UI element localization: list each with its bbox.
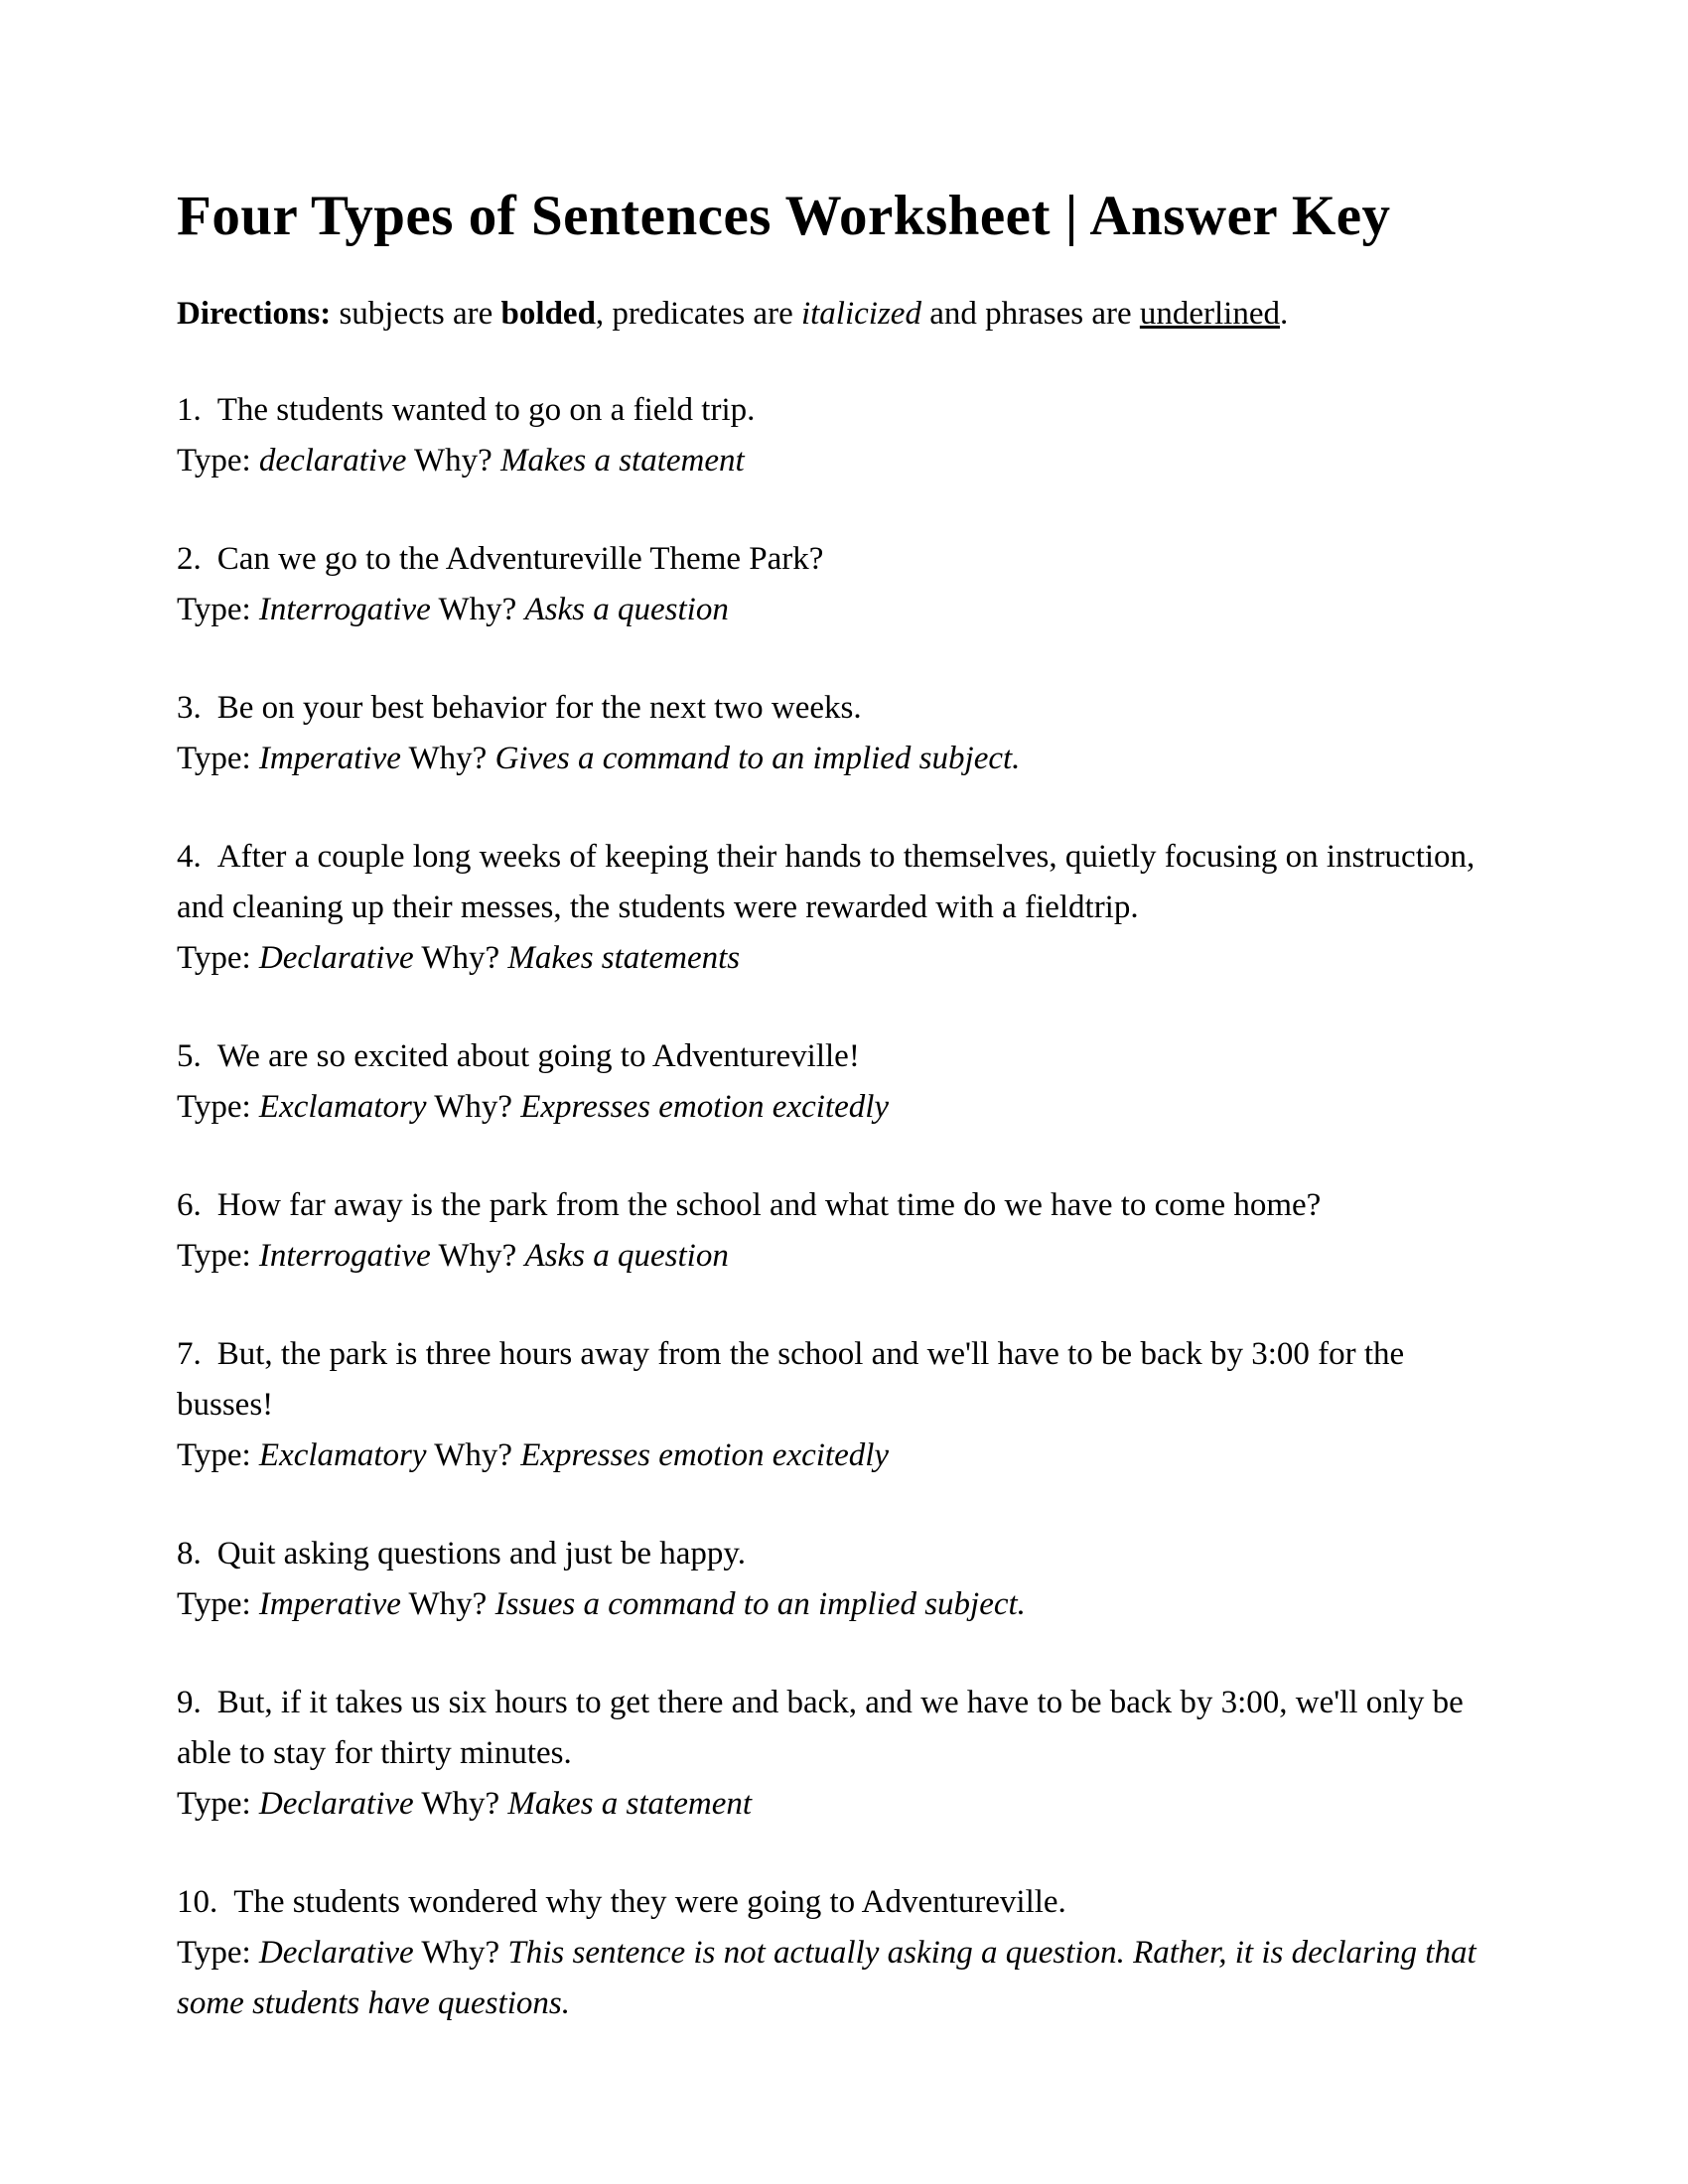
worksheet-item-10 (177, 1877, 1477, 2029)
directions-underlined-word: underlined (1139, 295, 1280, 332)
type-label: Type: (177, 1785, 251, 1822)
worksheet-item-7 (177, 1329, 1477, 1481)
item-type-line (177, 436, 1477, 486)
worksheet-item-2 (177, 534, 1477, 635)
item-sentence-text: Be on your best behavior for the next two weeks. (216, 689, 862, 726)
item-sentence-text: How far away is the park from the school and what time do we have to come home? (216, 1186, 1322, 1223)
why-label: Why? (408, 740, 488, 776)
item-type-line (177, 1082, 1477, 1133)
reason-text: Expresses emotion excitedly (520, 1436, 890, 1473)
type-value: Imperative (258, 1585, 401, 1622)
type-label: Type: (177, 591, 251, 627)
item-sentence (177, 683, 1477, 734)
worksheet-content (177, 184, 1477, 2077)
item-number: 9. (177, 1684, 202, 1720)
worksheet-item-6 (177, 1180, 1477, 1282)
reason-text: Expresses emotion excitedly (520, 1088, 890, 1125)
reason-text: Gives a command to an implied subject. (494, 740, 1021, 776)
item-sentence (177, 534, 1477, 585)
item-sentence (177, 1180, 1477, 1231)
directions-bolded-word: bolded (500, 295, 596, 332)
directions-period: . (1279, 295, 1289, 332)
type-value: Exclamatory (258, 1436, 427, 1473)
type-label: Type: (177, 442, 251, 478)
item-number: 3. (177, 689, 202, 726)
directions-seg3: and phrases are (920, 295, 1140, 332)
reason-text: Asks a question (524, 591, 729, 627)
item-sentence-text: But, if it takes us six hours to get there and back, and we have to be back by 3:00, we'll only be able to stay for thirty minutes. (177, 1684, 1464, 1771)
type-value: Exclamatory (258, 1088, 427, 1125)
type-label: Type: (177, 1436, 251, 1473)
reason-text: Issues a command to an implied subject. (494, 1585, 1026, 1622)
type-label: Type: (177, 1934, 251, 1971)
item-type-line (177, 1579, 1477, 1630)
why-label: Why? (438, 591, 517, 627)
item-sentence (177, 1529, 1477, 1579)
reason-text: Makes statements (507, 939, 741, 976)
item-sentence-text: After a couple long weeks of keeping their hands to themselves, quietly focusing on instruction, and cleaning up their messes, the students were rewarded with a fieldtrip. (177, 838, 1476, 925)
item-type-line (177, 933, 1477, 984)
type-value: declarative (258, 442, 407, 478)
why-label: Why? (408, 1585, 488, 1622)
item-number: 8. (177, 1535, 202, 1571)
item-type-line (177, 1779, 1477, 1830)
item-type-line (177, 1431, 1477, 1481)
why-label: Why? (438, 1237, 517, 1274)
worksheet-item-1 (177, 385, 1477, 486)
item-number: 6. (177, 1186, 202, 1223)
item-number: 2. (177, 540, 202, 577)
why-label: Why? (421, 1934, 500, 1971)
item-sentence (177, 1031, 1477, 1082)
type-value: Declarative (258, 939, 414, 976)
item-type-line (177, 585, 1477, 635)
item-number: 5. (177, 1037, 202, 1074)
item-sentence (177, 1877, 1477, 1928)
worksheet-item-3 (177, 683, 1477, 784)
directions-line (177, 289, 1477, 340)
item-sentence-text: But, the park is three hours away from the school and we'll have to be back by 3:00 for the busses! (177, 1335, 1405, 1423)
reason-text: Makes a statement (507, 1785, 753, 1822)
type-value: Declarative (258, 1785, 414, 1822)
item-sentence (177, 385, 1477, 436)
item-sentence (177, 1678, 1477, 1779)
item-sentence-text: We are so excited about going to Adventureville! (216, 1037, 860, 1074)
type-label: Type: (177, 740, 251, 776)
item-sentence-text: Quit asking questions and just be happy. (216, 1535, 746, 1571)
type-value: Imperative (258, 740, 401, 776)
why-label: Why? (421, 939, 500, 976)
item-sentence (177, 832, 1477, 933)
why-label: Why? (434, 1436, 512, 1473)
directions-label: Directions: (177, 295, 332, 332)
reason-text: Asks a question (524, 1237, 729, 1274)
item-type-line (177, 1231, 1477, 1282)
item-sentence-text: The students wanted to go on a field trip. (216, 391, 756, 428)
type-label: Type: (177, 1237, 251, 1274)
type-value: Declarative (258, 1934, 414, 1971)
why-label: Why? (421, 1785, 500, 1822)
type-label: Type: (177, 1585, 251, 1622)
page-title: Four Types of Sentences Worksheet | Answer Key (177, 185, 1391, 247)
why-label: Why? (414, 442, 492, 478)
type-value: Interrogative (258, 591, 431, 627)
worksheet-item-5 (177, 1031, 1477, 1133)
item-number: 1. (177, 391, 202, 428)
worksheet-item-8 (177, 1529, 1477, 1630)
directions-italicized-word: italicized (800, 295, 921, 332)
item-number: 10. (177, 1883, 218, 1920)
type-label: Type: (177, 939, 251, 976)
reason-text: Makes a statement (500, 442, 745, 478)
item-type-line (177, 734, 1477, 784)
type-label: Type: (177, 1088, 251, 1125)
item-type-line (177, 1928, 1477, 2029)
item-sentence (177, 1329, 1477, 1431)
directions-seg1: subjects are (331, 295, 501, 332)
directions-seg2: , predicates are (595, 295, 801, 332)
reason-text: This sentence is not actually asking a question. Rather, it is declaring that some students have questions. (177, 1934, 1477, 2021)
item-number: 7. (177, 1335, 202, 1372)
item-number: 4. (177, 838, 202, 875)
why-label: Why? (434, 1088, 512, 1125)
type-value: Interrogative (258, 1237, 431, 1274)
worksheet-item-4 (177, 832, 1477, 984)
item-sentence-text: The students wondered why they were going to Adventureville. (233, 1883, 1066, 1920)
item-sentence-text: Can we go to the Adventureville Theme Park? (216, 540, 824, 577)
worksheet-item-9 (177, 1678, 1477, 1830)
